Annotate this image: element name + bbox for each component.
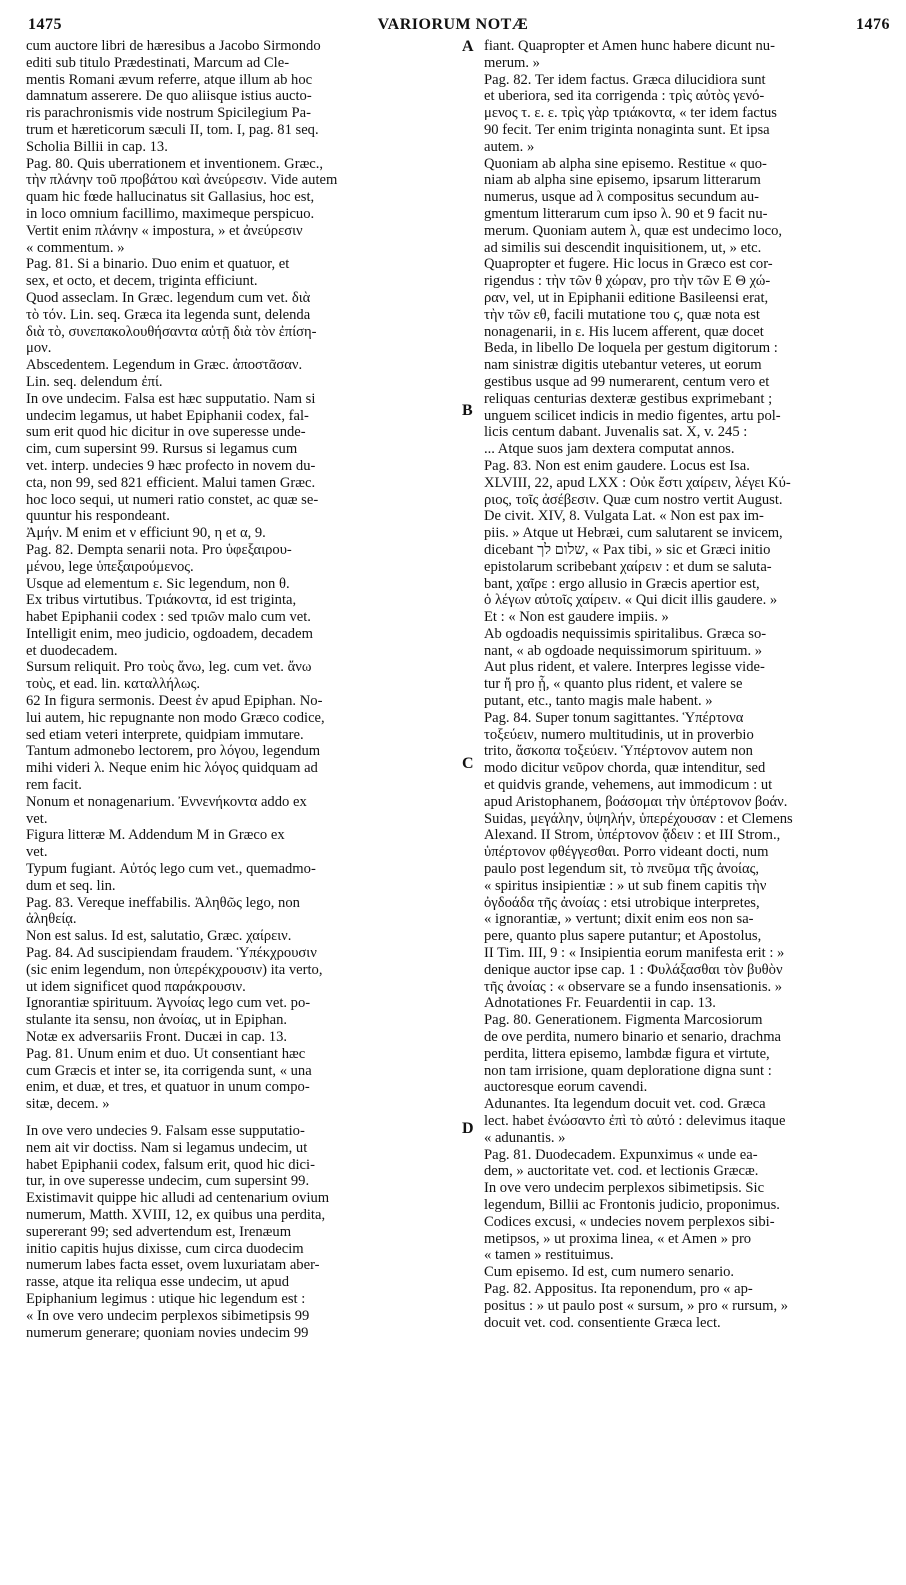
text-line: apud Aristophanem, βοάσομαι τὴν ὑπέρτονον βοάν. [484,793,788,810]
text-line: stulante ita sensu, non ἀνοίας, ut in Epiphan. [26,1012,288,1029]
text-line: merum. » [484,54,540,71]
text-line: In ove undecim. Falsa est hæc supputatio. Nam si [26,390,316,407]
text-line: damnatum asserere. De quo aliisque istius aucto- [26,88,312,105]
text-line: lect. habet ἑνώσαντο ἐπὶ τὸ αὐτό : delevimus itaque [484,1113,786,1129]
text-line: et duodecadem. [26,642,118,659]
text-line: merum. Quoniam autem λ, quæ est undecimo loco, [484,222,783,239]
text-line: perdita, littera episemo, lambdæ figura et virtute, [484,1045,770,1062]
text-line: paulo post legendum sit, τὸ πνεῦμα τῆς ἀνοίας, [484,861,760,878]
text-line: numerum labes facta esset, ovem luxuriatam aber- [26,1257,320,1274]
text-line: nonagenarii, in ε. His lucem afferent, quæ docet [484,323,764,340]
running-header [0,10,906,40]
text-line: ραν, vel, ut in Epiphanii editione Basileensi erat, [484,289,769,306]
text-line: tur, in ove superesse undecim, cum supersint 99. [26,1173,310,1190]
margin-letter-d: D [462,1120,474,1137]
text-line: pere, quanto plus sapere putantur; et Apostolus, [484,928,762,945]
text-line: fiant. Quapropter et Amen hunc habere dicunt nu- [484,38,775,54]
text-line: nant, « ab ogdoade nequissimorum spirituum. » [484,642,763,659]
text-line: denique auctor ipse cap. 1 : Φυλάξασθαι τὸν βυθὸν [484,961,783,978]
text-line: editi sub titulo Prædestinati, Marcum ad Cle- [26,54,290,71]
text-line: μον. [26,340,52,357]
text-line: gmentum litterarum cum ipso λ. 90 et 9 facit nu- [484,205,768,222]
margin-letter-a: A [462,38,474,55]
text-line: διὰ τὸ, συνεπακολουθήσαντα αὐτῇ διὰ τὸν ἐπίση- [26,323,317,340]
text-line: Usque ad elementum ε. Sic legendum, non θ. [26,575,290,592]
right-column [484,38,894,1331]
text-line: τὴν τῶν εθ, facili mutatione του ϛ, quæ nota est [484,306,760,323]
text-line: Adnotationes Fr. Feuardentii in cap. 13. [484,995,716,1012]
text-line: Nonum et nonagenarium. Ἐννενήκοντα addo ex [26,793,307,810]
text-line: numerus, usque ad λ compositus secundum au- [484,189,759,206]
text-line: Notæ ex adversariis Front. Ducæi in cap. 13. [26,1029,288,1046]
text-line: Figura litteræ M. Addendum M in Græco ex [26,827,285,844]
text-line: ριος, τοῖς ἀσέβεσιν. Quæ cum nostro vertit August. [484,491,783,508]
text-line: rem facit. [26,777,82,794]
text-line: mihi videri λ. Neque enim hic λόγος quidquam ad [26,760,318,777]
text-line: legendum, Billii ac Frontonis judicio, proponimus. [484,1196,780,1213]
text-line: piis. » Atque ut Hebræi, cum salutarent se invicem, [484,525,783,542]
text-line: II Tim. III, 9 : « Insipientia eorum manifesta erit : » [484,945,785,962]
text-line: Vertit enim πλάνην « impostura, » et ἀνεύρεσιν [26,222,303,239]
text-line: sum erit quod hic dicitur in ove superesse unde- [26,424,306,441]
text-line: Alexand. II Strom, ὑπέρτονον ᾄδειν : et III Strom., [484,827,781,844]
text-line: Pag. 80. Quis uberrationem et inventionem. Græc., [26,155,324,172]
text-line: vet. [26,844,48,861]
text-line: de ove perdita, numero binario et senario, drachma [484,1029,782,1046]
text-line: unguem scilicet indicis in medio figentes, artu pol- [484,407,781,424]
text-line: Quapropter et fugere. Hic locus in Græco est cor- [484,256,773,273]
page-number-left: 1475 [28,16,62,33]
text-line: Pag. 84. Super tonum sagittantes. Ὑπέρτονα [484,709,744,726]
text-line: Pag. 81. Duodecadem. Expunximus « unde ea- [484,1146,758,1163]
text-line: In ove vero undecim perplexos sibimetipsis. Sic [484,1180,765,1197]
text-line: ὁ λέγων αὐτοῖς χαίρειν. « Qui dicit illis gaudere. » [484,592,778,609]
text-line: trum et hæreticorum sæculi II, tom. I, pag. 81 seq. [26,121,319,138]
text-line: reliquas centurias dexteræ gestibus exprimebant ; [484,390,773,407]
text-line: initio capitis hujus dixisse, cum circa duodecim [26,1240,304,1257]
text-line: τοὺς, et ead. lin. καταλλήλως. [26,676,201,693]
text-line: τοξεύειν, numero multitudinis, ut in proverbio [484,726,754,743]
text-line: ὀγδοάδα τῆς ἀνοίας : etsi utrobique interpretes, [484,894,760,911]
text-line: « ignorantiæ, » vertunt; dixit enim eos non sa- [484,911,754,928]
text-line: sex, et octo, et decem, triginta efficiunt. [26,273,258,290]
text-line: (sic enim legendum, non ὑπερέκχρουσιν) ita verto, [26,961,323,978]
text-line: τὴν πλάνην τοῦ προβάτου καὶ ἀνεύρεσιν. Vide autem [26,172,338,189]
text-line: Ex tribus virtutibus. Τριάκοντα, id est triginta, [26,592,297,609]
text-line: docuit vet. cod. consentiente Græca lect. [484,1314,721,1331]
text-line: hoc loco sequi, ut numeri ratio constet, ac quæ se- [26,491,319,508]
running-title: VARIORUM NOTÆ [377,16,529,33]
text-line: cim, cum supersint 99. Rursus si legamus cum [26,441,298,458]
text-line: XLVIII, 22, apud LXX : Οὐκ ἔστι χαίρειν, λέγει Κύ- [484,474,791,491]
text-line: non tam irrisione, quam deploratione digna sunt : [484,1062,772,1079]
text-line: dem, » auctoritate vet. cod. et lectionis Græcæ. [484,1163,759,1180]
text-line: Pag. 82. Appositus. Ita reponendum, pro « ap- [484,1280,753,1297]
text-line: numerum, Matth. XVIII, 12, ex quibus una perdita, [26,1206,326,1223]
text-line: tur ἤ pro ᾗ, « quanto plus rident, et valere se [484,676,743,693]
text-line: 90 fecit. Ter enim triginta nonaginta sunt. Et ipsa [484,121,770,138]
text-line: modo dicitur νεῦρον chorda, quæ intenditur, sed [484,760,766,777]
text-line: cta, non 99, sed 821 efficient. Malui tamen Græc. [26,474,316,491]
text-line: ut idem significet quod παράκρουσιν. [26,978,246,995]
text-line: Pag. 82. Ter idem factus. Græca dilucidiora sunt [484,71,766,88]
text-line: undecim legamus, ut habet Epiphanii codex, fal- [26,407,309,424]
text-line: vet. [26,810,48,827]
left-column [26,38,454,1341]
page-number-right: 1476 [856,16,890,33]
text-line: Pag. 84. Ad suscipiendam fraudem. Ὑπέκχρουσιν [26,945,317,962]
text-line: quuntur his respondeant. [26,508,170,525]
text-line: Pag. 83. Vereque ineffabilis. Ἀληθῶς lego, non [26,894,300,911]
text-line: De civit. XIV, 8. Vulgata Lat. « Non est pax im- [484,508,764,525]
text-line: dicebant שלום לך, « Pax tibi, » sic et Græci initio [484,541,771,558]
text-line: Et : « Non est gaudere impiis. » [484,609,669,626]
text-line: Codices excusi, « undecies novem perplexos sibi- [484,1213,775,1230]
text-line: Suidas, μεγάλην, ὑψηλήν, ὑπερέχουσαν : et Clemens [484,810,793,827]
text-line: Scholia Billii in cap. 13. [26,138,168,155]
text-line: τὸ τόν. Lin. seq. Græca ita legenda sunt, delenda [26,306,311,323]
text-line: auctoresque eorum cavendi. [484,1079,648,1096]
text-line: licis centum dabant. Juvenalis sat. X, v. 245 : [484,424,748,441]
text-line: nem ait vir doctiss. Nam si legamus undecim, ut [26,1139,308,1156]
text-line: rigendus : τὴν τῶν θ χώραν, pro τὴν τῶν Ε Θ χώ- [484,273,771,290]
text-line: Typum fugiant. Αὐτός lego cum vet., quemadmo- [26,861,316,878]
text-line: ... Atque suos jam dextera computat annos. [484,441,735,458]
text-line: dum et seq. lin. [26,877,116,894]
text-line: Cum episemo. Id est, cum numero senario. [484,1264,735,1281]
text-line: ὑπέρτονον φθέγγεσθαι. Porro videant docti, num [484,844,769,861]
text-line: μένου, lege ὑπεξαιρούμενος. [26,558,194,575]
text-line: ἀληθείᾳ. [26,911,77,928]
text-line: et quidvis grande, vehemens, aut immodicum : ut [484,777,773,794]
text-line: enim, et duæ, et tres, et quatuor in unum compo- [26,1079,310,1096]
text-line: Sursum reliquit. Pro τοὺς ἄνω, leg. cum vet. ἄνω [26,659,312,676]
text-line: Quoniam ab alpha sine episemo. Restitue « quo- [484,155,767,172]
text-line: Epiphanium legimus : utique hic legendum est : [26,1290,306,1307]
text-line: cum Græcis et inter se, ita corrigenda sunt, « una [26,1062,312,1079]
text-line [26,1113,454,1123]
text-line: Lin. seq. delendum ἐπί. [26,373,163,390]
text-line: numerum generare; quoniam novies undecim 99 [26,1324,309,1341]
text-line: « adunantis. » [484,1129,566,1146]
margin-letter-c: C [462,755,474,772]
text-line: μενος τ. ε. ε. τρὶς γὰρ τριάκοντα, « ter idem factus [484,105,777,122]
text-line: sed etiam veteri interprete, quidpiam immutare. [26,726,304,743]
text-line: In ove vero undecies 9. Falsam esse supputatio- [26,1123,305,1139]
text-line: ad similis sui descendit inquisitionem, ut, » etc. [484,239,762,256]
margin-letter-b: B [462,402,473,419]
text-line: Beda, in libello De loquela per gestum digitorum : [484,340,778,357]
text-line: mentis Romani ævum referre, atque illum ab hoc [26,71,313,88]
text-line: positus : » ut paulo post « sursum, » pro « rursum, » [484,1297,789,1314]
text-line: Ab ogdoadis nequissimis spiritalibus. Græca so- [484,625,767,642]
text-line: Tantum admonebo lectorem, pro λόγου, legendum [26,743,321,760]
text-line: niam ab alpha sine episemo, ipsarum litterarum [484,172,761,189]
text-line: supererant 99; sed advertendum est, Irenæum [26,1223,292,1240]
text-line: rasse, atque ita reliqua esse undecim, ut apud [26,1274,290,1291]
text-line: Ἀμήν. M enim et ν efficiunt 90, η et α, 9. [26,525,266,542]
text-line: τῆς ἀνοίας : « observare se a fundo insensationis. » [484,978,783,995]
text-line: trito, ἄσκοπα τοξεύειν. Ὑπέρτονον autem non [484,743,753,760]
text-line: Non est salus. Id est, salutatio, Græc. χαίρειν. [26,928,292,945]
text-line: Existimavit quippe hic alludi ad centenarium ovium [26,1190,330,1207]
text-line: bant, χαῖρε : ergo allusio in Græcis apertior est, [484,575,760,592]
text-line: « commentum. » [26,239,125,256]
text-line: « tamen » restituimus. [484,1247,614,1264]
text-line: autem. » [484,138,535,155]
text-line: gestibus usque ad 99 numerarent, centum vero et [484,373,770,390]
text-line: Abscedentem. Legendum in Græc. ἀποστᾶσαν. [26,357,303,374]
text-line: Quod asseclam. In Græc. legendum cum vet. διὰ [26,289,311,306]
text-line: putant, etc., tanto magis male habent. » [484,693,713,710]
text-line: et uberiora, sed ita corrigenda : τρὶς αὐτὸς γενό- [484,88,765,105]
text-line: sitæ, decem. » [26,1096,110,1113]
text-line: 62 In figura sermonis. Deest ἐν apud Epiphan. No- [26,693,323,710]
text-line: in loco omnium facillimo, maximeque perspicuo. [26,205,315,222]
text-line: metipsos, » ut proxima linea, « et Amen » pro [484,1230,752,1247]
text-line: ris parachronismis vide nostrum Spicilegium Pa- [26,105,311,122]
text-line: habet Epiphanii codex : sed τριῶν malo cum vet. [26,609,311,626]
text-line: cum auctore libri de hæresibus a Jacobo Sirmondo [26,38,321,54]
text-line: Intelligit enim, meo judicio, ogdoadem, decadem [26,625,313,642]
text-line: epistolarum scribebant χαίρειν : et dum se saluta- [484,558,772,575]
text-line: Pag. 81. Unum enim et duo. Ut consentiant hæc [26,1045,306,1062]
text-line: Aut plus rident, et valere. Interpres legisse vide- [484,659,765,676]
text-line: « In ove vero undecim perplexos sibimetipsis 99 [26,1307,310,1324]
text-line: Pag. 83. Non est enim gaudere. Locus est Isa. [484,457,750,474]
text-line: « spiritus insipientiæ : » ut sub finem capitis τὴν [484,877,767,894]
text-line: quam hic fœde hallucinatus sit Gallasius, hoc est, [26,189,315,206]
text-line: lui autem, hic repugnante non modo Græco codice, [26,709,325,726]
text-line: nam sinistræ digitis utebantur veteres, ut eorum [484,357,762,374]
text-line: Ignorantiæ spirituum. Ἀγνοίας lego cum vet. po- [26,995,311,1012]
text-line: Pag. 82. Dempta senarii nota. Pro ὑφεξαιρου- [26,541,292,558]
text-line: Adunantes. Ita legendum docuit vet. cod. Græca [484,1096,766,1113]
text-line: Pag. 81. Si a binario. Duo enim et quatuor, et [26,256,290,273]
text-line: vet. interp. undecies 9 hæc profecto in novem du- [26,457,316,474]
text-line: Pag. 80. Generationem. Figmenta Marcosiorum [484,1012,763,1029]
text-line: habet Epiphanii codex, falsum erit, quod hic dici- [26,1156,315,1173]
